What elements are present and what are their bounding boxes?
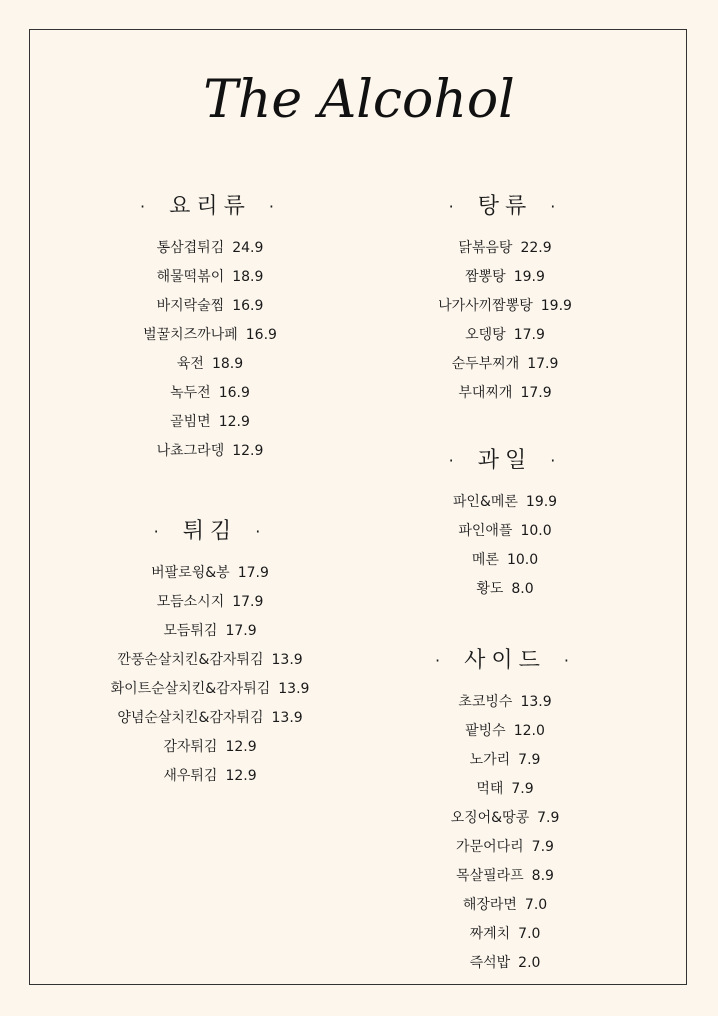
menu-item [80,263,340,292]
menu-item-price: 7.9 [531,839,554,855]
menu-item-name: 오뎅탕 [465,327,506,343]
menu-item [375,688,635,717]
menu-item-name: 노가리 [469,752,511,768]
menu-item-name: 바지락술찜 [156,298,225,314]
menu-item-name: 해장라면 [462,897,517,913]
heading-dot-left: · [448,451,460,470]
section-heading-text: 튀김 [182,519,238,544]
menu-item-name: 통삼겹튀김 [156,240,225,256]
menu-item-name: 모듬소시지 [156,594,225,610]
menu-item-price: 17.9 [513,327,545,343]
menu-item-price: 8.9 [531,868,554,884]
menu-item-name: 양념순살치킨&감자튀김 [117,710,264,726]
menu-item-name: 부대찌개 [458,385,513,401]
menu-item [375,546,635,575]
menu-item-price: 19.9 [540,298,572,314]
menu-item-price: 17.9 [237,565,269,581]
menu-item-name: 골빔면 [170,414,211,430]
menu-item-price: 17.9 [527,356,559,372]
menu-item-name: 순두부찌개 [451,356,520,372]
menu-item [375,292,635,321]
menu-item-price: 19.9 [525,494,558,510]
menu-item-name: 팥빙수 [465,723,506,739]
menu-item-price: 17.9 [225,623,257,639]
menu-item-price: 17.9 [520,385,552,401]
section-heading-text: 사이드 [464,648,546,673]
menu-item [80,379,340,408]
menu-item [60,762,360,791]
menu-item-name: 가문어다리 [456,839,524,855]
menu-item-price: 16.9 [232,298,264,314]
menu-item [375,321,635,350]
menu-item [375,379,635,408]
menu-item-name: 목살필라프 [456,868,524,884]
menu-item [80,350,340,379]
section-heading-text: 요리류 [169,194,251,219]
menu-item [60,588,360,617]
menu-item-price: 16.9 [245,327,277,343]
menu-item-price: 12.9 [218,414,250,430]
menu-item [375,775,635,804]
menu-item [375,517,635,546]
menu-item-price: 7.0 [524,897,548,913]
menu-item-list [375,488,635,604]
menu-item [375,717,635,746]
menu-item [80,321,340,350]
menu-item-price: 7.9 [518,752,541,768]
menu-item-price: 18.9 [211,356,244,372]
menu-item [375,746,635,775]
menu-item [60,559,360,588]
menu-item-list [375,234,635,408]
menu-item-price: 12.9 [225,768,257,784]
section-heading [375,446,635,476]
heading-dot-left: · [153,522,165,541]
menu-item [60,733,360,762]
menu-item [375,488,635,517]
section-heading-text: 과일 [477,448,533,473]
menu-item-name: 버팔로윙&봉 [151,565,230,581]
menu-item-name: 깐풍순살치킨&감자튀김 [117,652,264,668]
menu-item-price: 10.0 [520,523,552,539]
menu-item-name: 화이트순살치킨&감자튀김 [110,681,271,697]
menu-item-name: 닭볶음탕 [458,240,513,256]
menu-item-name: 새우튀김 [163,768,218,784]
menu-item [375,949,635,978]
menu-item-price: 7.9 [511,781,534,797]
menu-item [80,234,340,263]
heading-dot-right: · [550,451,562,470]
menu-item [60,675,360,704]
menu-item-name: 감자튀김 [163,739,218,755]
section-side [375,646,635,978]
menu-item-list [80,234,340,466]
menu-item-name: 먹태 [476,781,504,797]
menu-item-name: 나가사끼짬뽕탕 [438,298,533,314]
menu-item-price: 13.9 [520,694,552,710]
menu-item-price: 16.9 [218,385,250,401]
menu-item-price: 7.0 [518,926,541,942]
menu-item-price: 12.9 [225,739,257,755]
menu-item-price: 18.9 [232,269,264,285]
menu-item-price: 17.9 [232,594,264,610]
menu-item [375,575,635,604]
menu-item-price: 8.0 [511,581,534,597]
section-gwail [375,446,635,604]
menu-item-name: 초코빙수 [458,694,513,710]
menu-item-price: 19.9 [513,269,545,285]
menu-item [80,292,340,321]
menu-item-name: 오징어&땅콩 [450,810,530,826]
menu-item-price: 24.9 [232,240,264,256]
menu-item-name: 메론 [471,552,499,568]
menu-item-price: 2.0 [518,955,541,971]
menu-item [375,350,635,379]
menu-item [375,234,635,263]
menu-item-name: 파인애플 [458,523,513,539]
menu-item-name: 짬뽕탕 [465,269,506,285]
menu-item-name: 짜계치 [469,926,511,942]
menu-item-price: 12.0 [513,723,545,739]
menu-item-name: 즉석밥 [469,955,511,971]
menu-item-price: 12.9 [232,443,264,459]
menu-item [60,646,360,675]
menu-item-price: 13.9 [271,652,303,668]
section-tang [375,192,635,408]
menu-item [375,263,635,292]
menu-item [60,704,360,733]
heading-dot-right: · [563,651,575,670]
menu-item [375,804,635,833]
heading-dot-left: · [140,197,152,216]
menu-item [375,920,635,949]
menu-title: The Alcohol [203,70,515,130]
menu-item-name: 파인&메론 [452,494,518,510]
menu-item [60,617,360,646]
menu-item [375,862,635,891]
menu-item [375,833,635,862]
menu-item-name: 벌꿀치즈까나페 [143,327,238,343]
menu-item-price: 13.9 [278,681,310,697]
menu-item [80,437,340,466]
menu-item-name: 육전 [176,356,204,372]
menu-item-name: 나쵸그라뎅 [156,443,225,459]
menu-item-price: 7.9 [537,810,560,826]
heading-dot-left: · [448,197,460,216]
menu-item-name: 황도 [476,581,504,597]
heading-dot-right: · [268,197,280,216]
section-twigim [60,517,360,791]
menu-item-name: 해물떡볶이 [156,269,225,285]
section-heading [60,517,360,547]
menu-item-list [60,559,360,791]
heading-dot-right: · [255,522,267,541]
menu-item [375,891,635,920]
section-heading [80,192,340,222]
section-heading-text: 탕류 [477,194,533,219]
section-heading [375,192,635,222]
menu-item-list [375,688,635,978]
menu-item-price: 22.9 [520,240,552,256]
heading-dot-right: · [550,197,562,216]
menu-item-name: 모듬튀김 [163,623,218,639]
section-heading [375,646,635,676]
heading-dot-left: · [435,651,447,670]
menu-item-price: 13.9 [271,710,303,726]
menu-item [80,408,340,437]
section-yori [80,192,340,466]
menu-item-price: 10.0 [506,552,539,568]
menu-item-name: 녹두전 [170,385,211,401]
